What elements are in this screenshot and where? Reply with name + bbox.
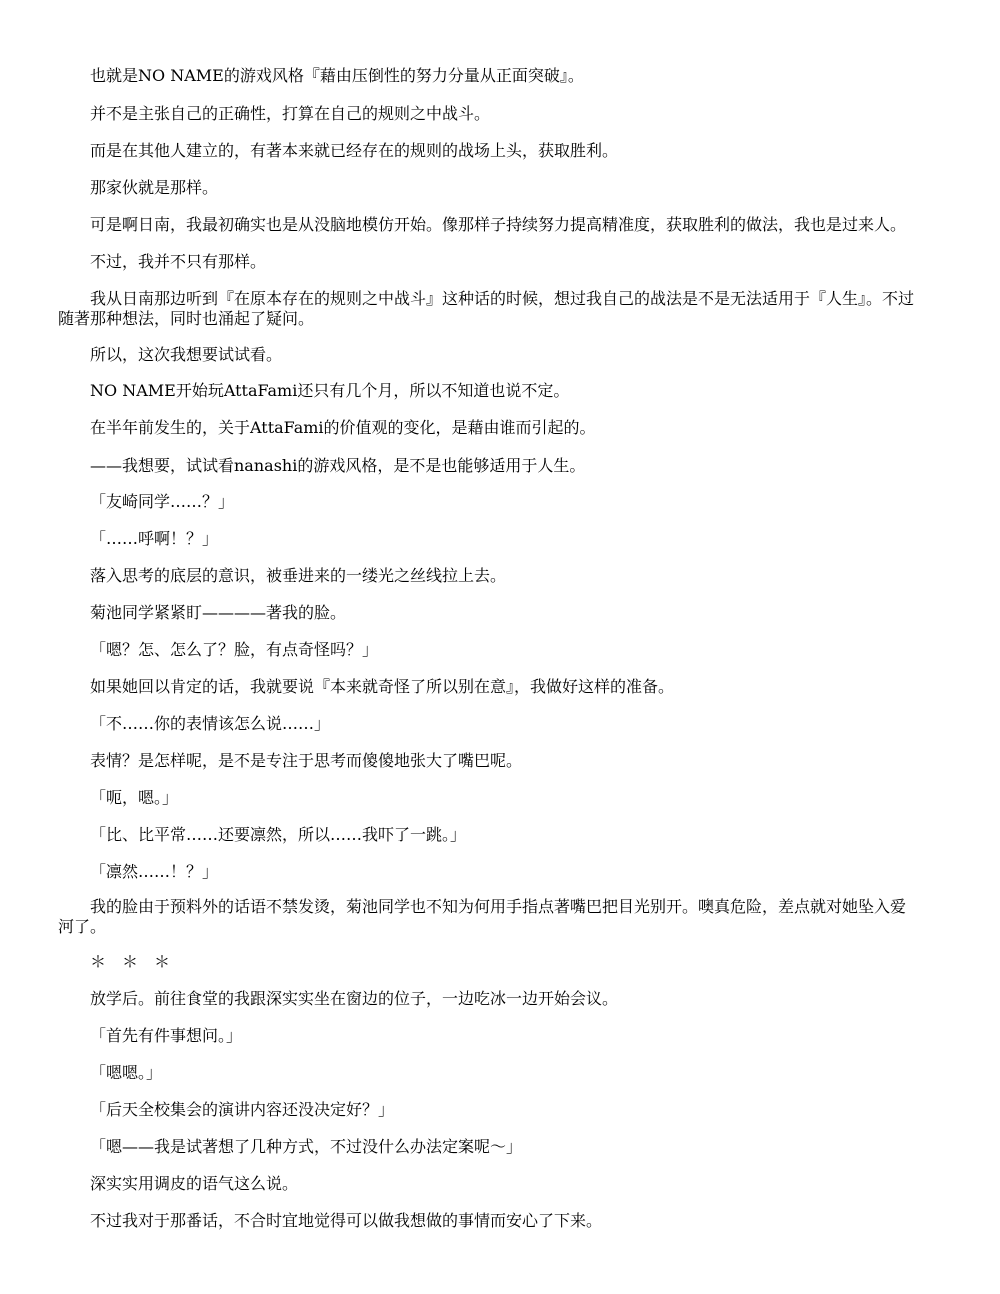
paragraph: 不过，我并不只有那样。 <box>90 252 267 271</box>
paragraph: 我从日南那边听到『在原本存在的规则之中战斗』这种话的时候，想过我自己的战法是不是无法适用于『人生』。不过随著那种想法，同时也涌起了疑问。 <box>58 289 915 328</box>
paragraph: 深实实用调皮的语气这么说。 <box>90 1174 299 1193</box>
paragraph: 「首先有件事想问。」 <box>90 1026 243 1045</box>
section-break: ＊ ＊ ＊ <box>90 952 171 971</box>
paragraph: 可是啊日南，我最初确实也是从没脑地模仿开始。像那样子持续努力提高精准度，获取胜利的做法，我也是过来人。 <box>90 215 907 234</box>
paragraph: 我的脸由于预料外的话语不禁发烫，菊池同学也不知为何用手指点著嘴巴把目光别开。噢真危险，差点就对她坠入爱河了。 <box>58 897 907 936</box>
paragraph: 放学后。前往食堂的我跟深实实坐在窗边的位子，一边吃冰一边开始会议。 <box>90 989 619 1008</box>
paragraph: 「后天全校集会的演讲内容还没决定好？」 <box>90 1100 395 1119</box>
paragraph: 在半年前发生的，关于AttaFami的价值观的变化，是藉由谁而引起的。 <box>90 418 596 437</box>
paragraph: ——我想要，试试看nanashi的游戏风格，是不是也能够适用于人生。 <box>90 456 586 475</box>
paragraph: 「呃，嗯。」 <box>90 788 179 807</box>
paragraph: 那家伙就是那样。 <box>90 178 219 197</box>
paragraph: 「……呼啊！？」 <box>90 529 219 548</box>
paragraph: 「凛然……！？」 <box>90 862 219 881</box>
paragraph: 「比、比平常……还要凛然，所以……我吓了一跳。」 <box>90 825 467 844</box>
paragraph: 并不是主张自己的正确性，打算在自己的规则之中战斗。 <box>90 104 491 123</box>
paragraph: 「嗯？怎、怎么了？脸，有点奇怪吗？」 <box>90 640 379 659</box>
paragraph: 不过我对于那番话，不合时宜地觉得可以做我想做的事情而安心了下来。 <box>90 1211 603 1230</box>
paragraph: 也就是NO NAME的游戏风格『藉由压倒性的努力分量从正面突破』。 <box>90 66 584 85</box>
paragraph: 菊池同学紧紧盯————著我的脸。 <box>90 603 347 622</box>
paragraph: 如果她回以肯定的话，我就要说『本来就奇怪了所以别在意』，我做好这样的准备。 <box>90 677 675 696</box>
paragraph: 而是在其他人建立的，有著本来就已经存在的规则的战场上头，获取胜利。 <box>90 141 619 160</box>
paragraph: 所以，这次我想要试试看。 <box>90 345 283 364</box>
paragraph: 「嗯嗯。」 <box>90 1063 163 1082</box>
paragraph: 落入思考的底层的意识，被垂进来的一缕光之丝线拉上去。 <box>90 566 507 585</box>
paragraph: 「嗯——我是试著想了几种方式，不过没什么办法定案呢～」 <box>90 1137 523 1156</box>
paragraph: 表情？是怎样呢，是不是专注于思考而傻傻地张大了嘴巴呢。 <box>90 751 523 770</box>
paragraph: 「不……你的表情该怎么说……」 <box>90 714 331 733</box>
paragraph: NO NAME开始玩AttaFami还只有几个月，所以不知道也说不定。 <box>90 381 570 400</box>
paragraph: 「友崎同学……？」 <box>90 492 235 511</box>
